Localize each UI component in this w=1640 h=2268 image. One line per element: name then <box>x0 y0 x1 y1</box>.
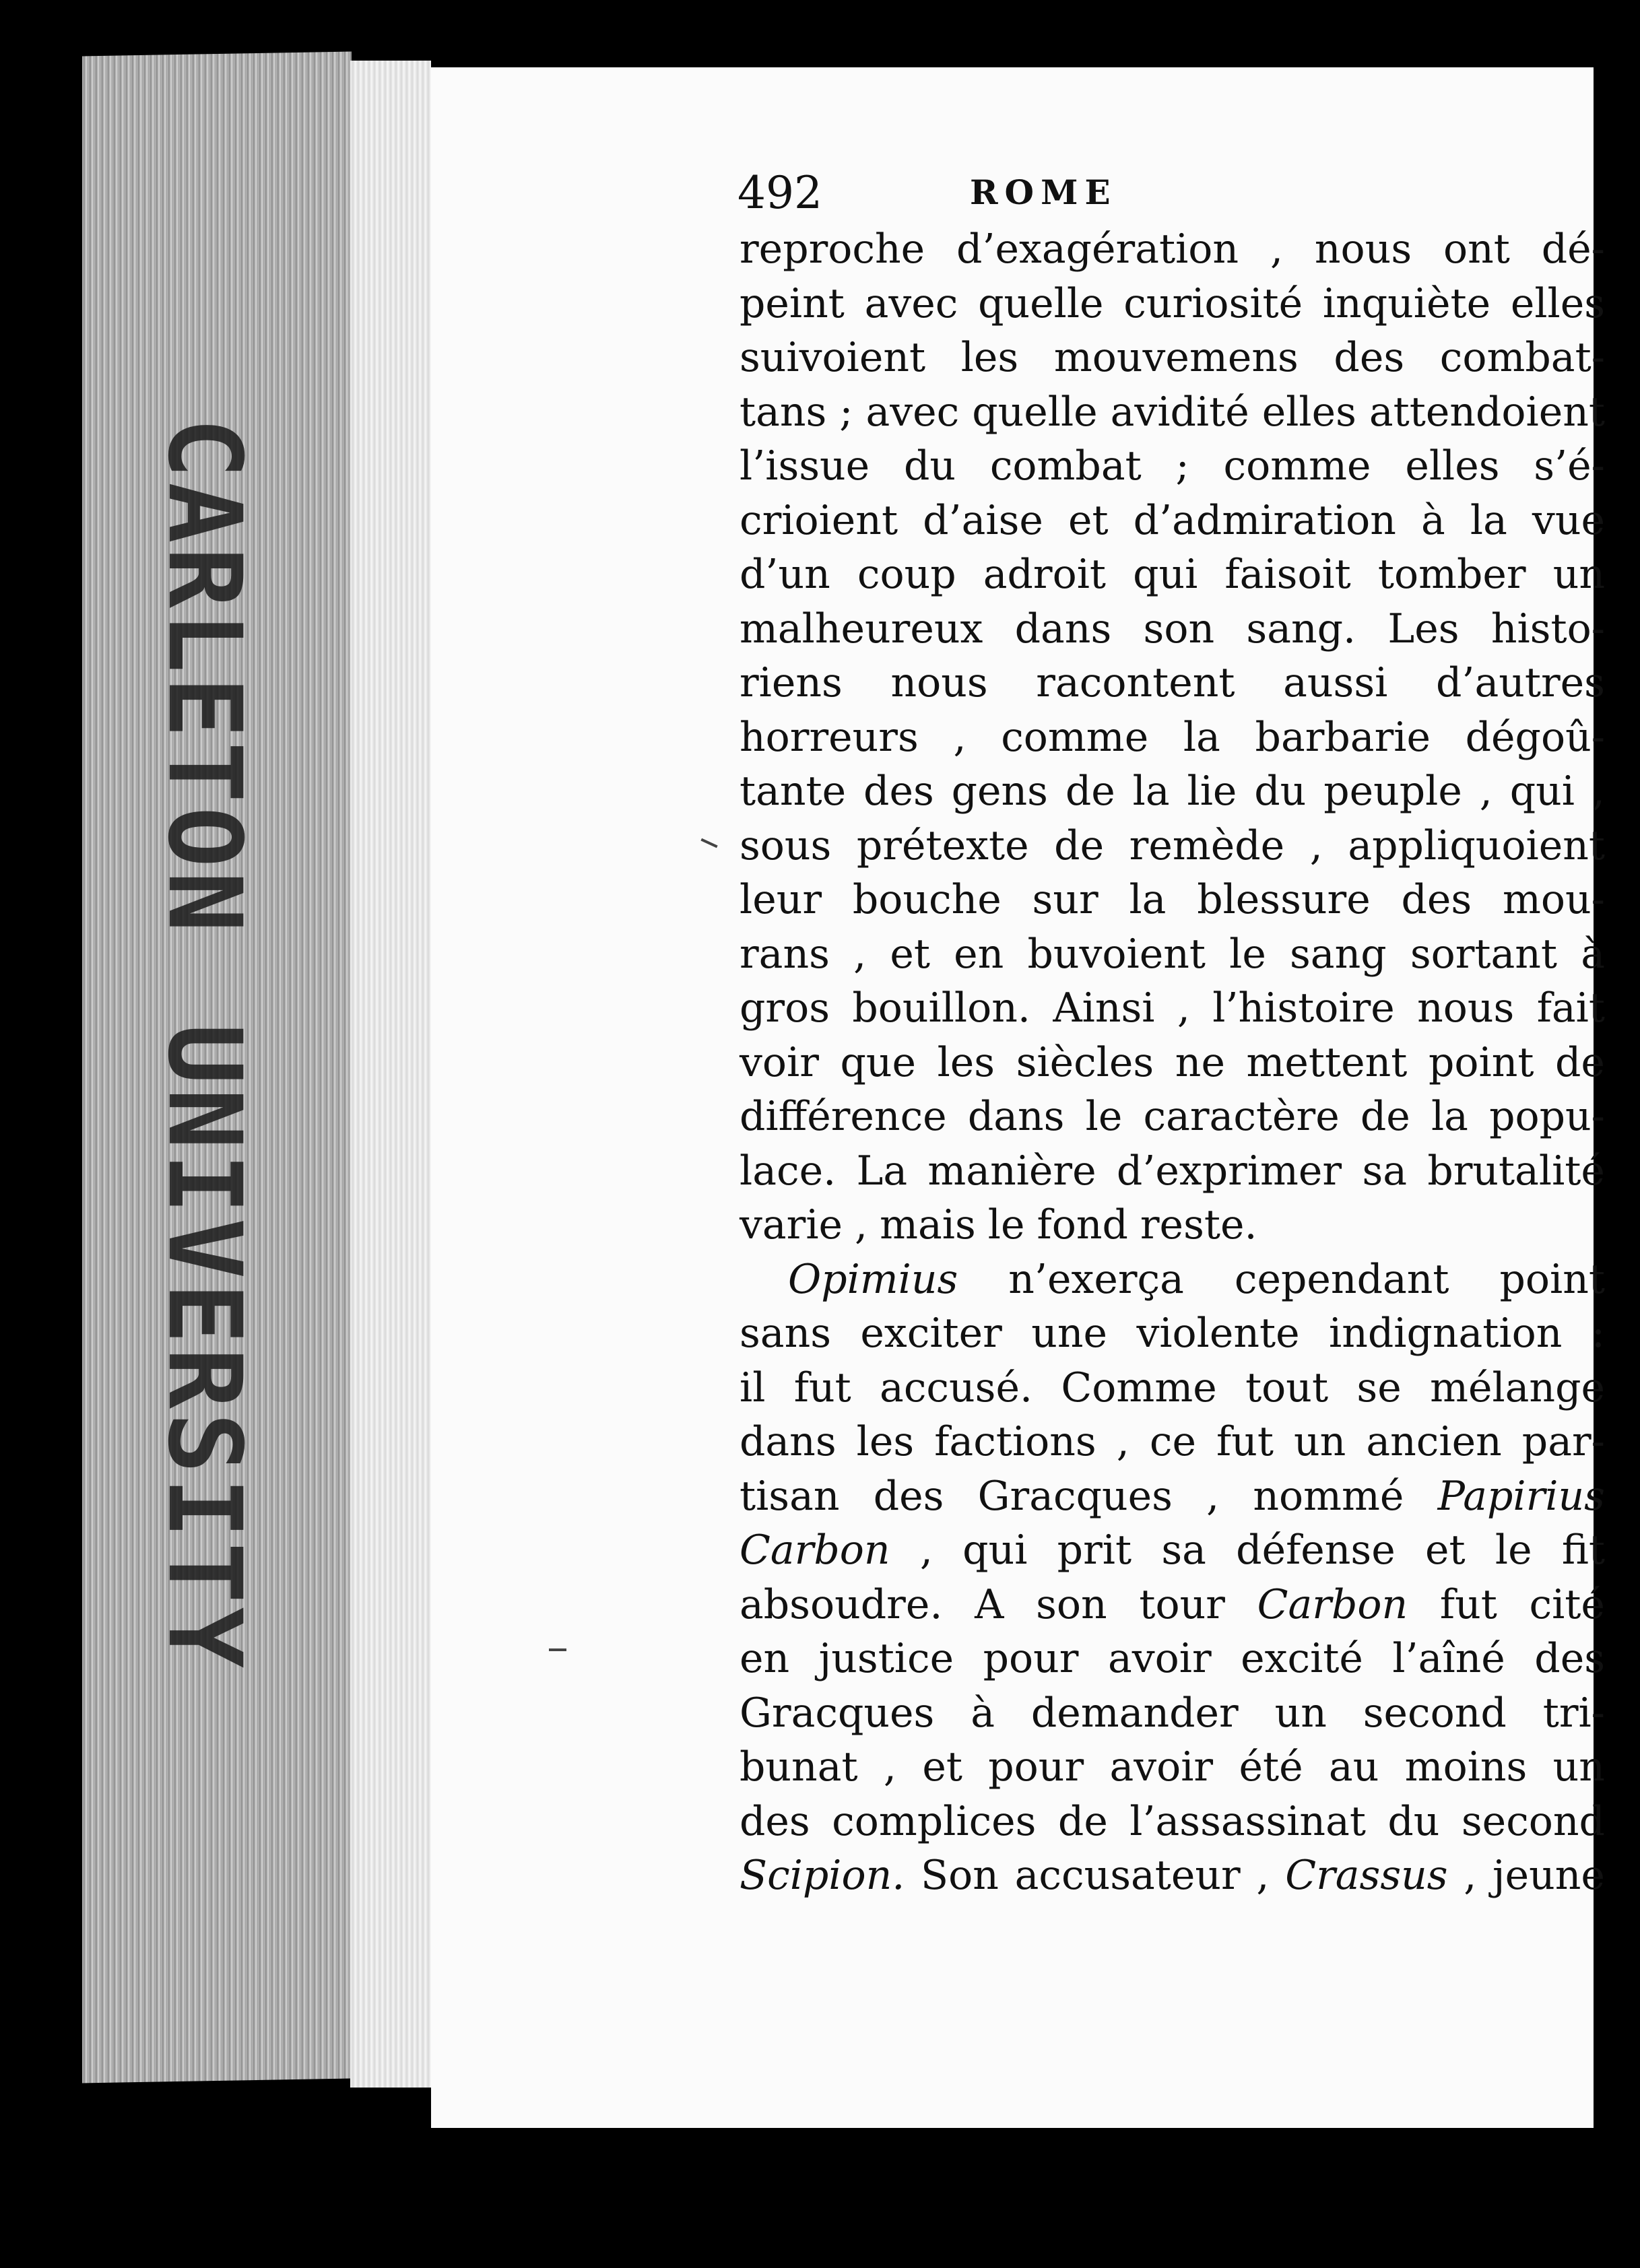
text-line <box>740 1740 1605 1795</box>
text-line <box>740 439 1605 494</box>
word: manière <box>927 1147 1096 1195</box>
word: , <box>1479 768 1493 815</box>
word: ancien <box>1366 1418 1502 1465</box>
word: de <box>1555 1038 1605 1086</box>
word: les <box>856 1418 915 1465</box>
word: à <box>971 1689 995 1737</box>
word: tour <box>1139 1580 1225 1628</box>
word: , <box>1309 822 1323 869</box>
word: son <box>1036 1580 1107 1628</box>
word: des <box>1334 334 1405 381</box>
word: et <box>1425 1527 1466 1574</box>
body-text <box>740 222 1605 1903</box>
word: les <box>960 334 1019 381</box>
word: ; <box>839 388 853 436</box>
word: fit <box>1561 1527 1605 1574</box>
word: avec <box>865 388 960 436</box>
word: le <box>1085 1093 1123 1140</box>
word: cité <box>1529 1580 1605 1628</box>
text-line <box>740 1144 1605 1199</box>
word: barbarie <box>1255 713 1431 761</box>
word: sur <box>1032 876 1098 923</box>
word: tans <box>740 388 827 436</box>
word: dé- <box>1541 226 1605 273</box>
word: ce <box>1149 1418 1196 1465</box>
word: combat- <box>1439 334 1605 381</box>
word: qui <box>1133 551 1198 598</box>
word: moins <box>1404 1743 1528 1791</box>
word: d’exagération <box>956 226 1239 273</box>
word: siècles <box>1016 1038 1154 1086</box>
word: fut <box>1216 1418 1274 1465</box>
word: Gracques <box>977 1472 1173 1520</box>
word: l’aîné <box>1392 1635 1505 1682</box>
word: du <box>1254 768 1307 815</box>
word: du <box>903 442 956 490</box>
word: suivoient <box>740 334 926 381</box>
word: il <box>740 1364 766 1411</box>
word: d’autres <box>1435 659 1605 706</box>
word: second <box>1363 1689 1507 1737</box>
word: avoir <box>1109 1743 1214 1791</box>
word: que <box>840 1038 917 1086</box>
word: elles <box>1261 388 1356 436</box>
word: mouvemens <box>1053 334 1299 381</box>
word: appliquoient <box>1348 822 1605 869</box>
word: bouillon. <box>852 985 1030 1032</box>
word: , <box>1206 1472 1220 1520</box>
word: comme <box>1223 442 1371 490</box>
word: indignation <box>1329 1310 1563 1357</box>
word: différence <box>740 1093 947 1140</box>
word: la <box>1129 876 1167 923</box>
word: ne <box>1175 1038 1225 1086</box>
word: rans <box>740 930 830 978</box>
word: gros <box>740 985 830 1032</box>
word: le <box>1229 930 1266 978</box>
word: la <box>1132 768 1170 815</box>
word: accusateur <box>1014 1852 1241 1899</box>
text-line <box>740 1632 1605 1686</box>
word: second <box>1461 1797 1605 1845</box>
word: , <box>1270 226 1284 273</box>
word: sa <box>1362 1147 1407 1195</box>
word: qui <box>962 1527 1028 1574</box>
word: riens <box>740 659 843 706</box>
text-line <box>740 1036 1605 1090</box>
word: voir <box>740 1038 819 1086</box>
word: dans <box>967 1093 1065 1140</box>
word: jeune <box>1493 1852 1605 1899</box>
word: d’aise <box>923 496 1043 544</box>
word: tri- <box>1542 1689 1605 1737</box>
library-stamp <box>135 418 283 1764</box>
word: , <box>853 930 867 978</box>
text-line <box>740 1306 1605 1361</box>
page-number: 492 <box>737 167 822 219</box>
word: et <box>1068 496 1109 544</box>
word: de <box>1054 822 1105 869</box>
word: elles <box>1510 279 1605 327</box>
word: et <box>890 930 930 978</box>
word: complices <box>832 1797 1037 1845</box>
word: Ainsi <box>1053 985 1155 1032</box>
text-line <box>740 1686 1605 1741</box>
word: un <box>1552 551 1605 598</box>
word: absoudre. <box>740 1580 943 1628</box>
word: des <box>873 1472 944 1520</box>
italic-word: Carbon <box>1257 1580 1408 1628</box>
word: attendoient <box>1369 388 1605 436</box>
page-header <box>737 167 1640 221</box>
word: la <box>1431 1093 1468 1140</box>
word: la <box>1183 713 1220 761</box>
word: les <box>937 1038 995 1086</box>
word: nous <box>1314 226 1412 273</box>
word: crioient <box>740 496 898 544</box>
word: prétexte <box>856 822 1029 869</box>
word: mais <box>880 1201 976 1248</box>
word: sa <box>1161 1527 1206 1574</box>
word: point <box>1428 1038 1534 1086</box>
word: défense <box>1236 1527 1396 1574</box>
word: justice <box>818 1635 954 1682</box>
word: faisoit <box>1224 551 1351 598</box>
word: l’assassinat <box>1129 1797 1366 1845</box>
text-line <box>740 873 1605 927</box>
word: tisan <box>740 1472 840 1520</box>
word: horreurs <box>740 713 919 761</box>
word: ; <box>1175 442 1189 490</box>
italic-word: Carbon <box>740 1527 890 1574</box>
word: des <box>740 1797 810 1845</box>
text-line <box>740 656 1605 710</box>
word: sang <box>1290 930 1387 978</box>
text-line <box>740 1253 1605 1307</box>
word: de <box>1360 1093 1410 1140</box>
text-line <box>740 331 1605 385</box>
text-line <box>740 602 1605 657</box>
word: la <box>1470 496 1507 544</box>
stray-mark <box>549 1648 566 1651</box>
word: , <box>953 713 966 761</box>
word: buvoient <box>1027 930 1206 978</box>
word: fut <box>793 1364 851 1411</box>
text-line <box>740 927 1605 982</box>
word: d’un <box>740 551 830 598</box>
word: lace. <box>740 1147 837 1195</box>
word: en <box>740 1635 790 1682</box>
text-line <box>740 1469 1605 1524</box>
word: bunat <box>740 1743 858 1791</box>
word: histo- <box>1490 605 1605 653</box>
word: le <box>987 1201 1025 1248</box>
word: dans <box>1014 605 1112 653</box>
word: , <box>1592 768 1605 815</box>
word: en <box>954 930 1004 978</box>
italic-word: Opimius <box>788 1255 958 1303</box>
word: Les <box>1387 605 1459 653</box>
text-line <box>740 1361 1605 1415</box>
word: , <box>1464 1852 1477 1899</box>
text-line <box>740 1415 1605 1469</box>
word: des <box>863 768 934 815</box>
word: mou- <box>1503 876 1605 923</box>
word: peint <box>740 279 845 327</box>
word: lie <box>1187 768 1237 815</box>
word: par- <box>1521 1418 1605 1465</box>
word: curiosité <box>1123 279 1303 327</box>
word: fait <box>1536 985 1605 1032</box>
word: nous <box>1417 985 1515 1032</box>
text-line <box>740 710 1605 765</box>
text-line <box>740 222 1605 277</box>
word: d’exprimer <box>1116 1147 1342 1195</box>
word: sortant <box>1410 930 1558 978</box>
word: , <box>1177 985 1190 1032</box>
word: , <box>919 1527 933 1574</box>
word: inquiète <box>1322 279 1491 327</box>
word: blessure <box>1197 876 1371 923</box>
word: avidité <box>1110 388 1249 436</box>
word: aussi <box>1283 659 1388 706</box>
word: elles <box>1405 442 1500 490</box>
word: excité <box>1241 1635 1363 1682</box>
text-line <box>740 277 1605 331</box>
word: La <box>856 1147 908 1195</box>
word: tomber <box>1377 551 1526 598</box>
word: son <box>1143 605 1215 653</box>
word: qui <box>1509 768 1575 815</box>
word: sans <box>740 1310 831 1357</box>
word: s’é- <box>1534 442 1605 490</box>
italic-word: Scipion. <box>740 1852 905 1899</box>
word: gens <box>951 768 1048 815</box>
word: , <box>1116 1418 1129 1465</box>
word: accusé. <box>880 1364 1033 1411</box>
word: sous <box>740 822 832 869</box>
stamp-word-carleton: CARLETON <box>145 418 263 937</box>
word: Comme <box>1061 1364 1217 1411</box>
text-line <box>740 385 1605 440</box>
text-line <box>740 819 1605 873</box>
word: combat <box>989 442 1142 490</box>
word: et <box>922 1743 962 1791</box>
word: reproche <box>740 226 925 273</box>
word: avec <box>864 279 958 327</box>
word: prit <box>1057 1527 1132 1574</box>
word: quelle <box>972 388 1098 436</box>
word: varie <box>740 1201 843 1248</box>
word: nous <box>890 659 988 706</box>
word: à <box>1581 930 1605 978</box>
italic-word: Papirius <box>1437 1472 1605 1520</box>
word: avoir <box>1107 1635 1212 1682</box>
word: remède <box>1129 822 1285 869</box>
word: d’admiration <box>1133 496 1396 544</box>
word: brutalité <box>1427 1147 1605 1195</box>
word: dans <box>740 1418 837 1465</box>
word: malheureux <box>740 605 983 653</box>
word: cependant <box>1234 1255 1449 1303</box>
word: un <box>1274 1689 1327 1737</box>
word: point <box>1499 1255 1605 1303</box>
word: fond <box>1037 1201 1128 1248</box>
word: de <box>1057 1797 1108 1845</box>
word: mélange <box>1430 1364 1605 1411</box>
word: caractère <box>1143 1093 1340 1140</box>
word: au <box>1328 1743 1379 1791</box>
word: nommé <box>1253 1472 1404 1520</box>
text-line <box>740 1578 1605 1632</box>
word: à <box>1421 496 1445 544</box>
word: pour <box>983 1635 1079 1682</box>
word: reste. <box>1140 1201 1257 1248</box>
italic-word: Crassus <box>1285 1852 1448 1899</box>
word: adroit <box>983 551 1106 598</box>
word: un <box>1294 1418 1346 1465</box>
text-line <box>740 1795 1605 1849</box>
word: ont <box>1443 226 1510 273</box>
word: A <box>975 1580 1004 1628</box>
word: Son <box>921 1852 999 1899</box>
word: tout <box>1245 1364 1329 1411</box>
word: du <box>1387 1797 1440 1845</box>
word: l’issue <box>740 442 870 490</box>
book-page-edge-light <box>350 61 431 2088</box>
word: se <box>1356 1364 1402 1411</box>
word: leur <box>740 876 822 923</box>
word: pour <box>988 1743 1084 1791</box>
word: vue <box>1532 496 1605 544</box>
word: , <box>855 1201 868 1248</box>
word: exciter <box>860 1310 1002 1357</box>
word: quelle <box>978 279 1104 327</box>
text-line <box>740 494 1605 548</box>
text-line <box>740 1848 1605 1903</box>
word: coup <box>857 551 956 598</box>
word: popu- <box>1489 1093 1605 1140</box>
word: de <box>1065 768 1115 815</box>
word: racontent <box>1036 659 1235 706</box>
text-line <box>740 981 1605 1036</box>
word: le <box>1495 1527 1532 1574</box>
word: été <box>1239 1743 1303 1791</box>
word: fut <box>1439 1580 1497 1628</box>
word: tante <box>740 768 847 815</box>
word: bouche <box>852 876 1002 923</box>
word: comme <box>1001 713 1149 761</box>
text-line <box>740 1523 1605 1578</box>
word: n’exerça <box>1008 1255 1184 1303</box>
word: des <box>1534 1635 1605 1682</box>
word: dégoû- <box>1465 713 1605 761</box>
word: peuple <box>1323 768 1462 815</box>
word: demander <box>1030 1689 1239 1737</box>
text-line <box>740 764 1605 819</box>
word: factions <box>934 1418 1096 1465</box>
running-title: ROME <box>970 172 1117 212</box>
word: l’histoire <box>1212 985 1395 1032</box>
word: sang. <box>1246 605 1356 653</box>
word: mettent <box>1246 1038 1408 1086</box>
text-line <box>740 1198 1605 1253</box>
word: un <box>1552 1743 1605 1791</box>
word: violente <box>1136 1310 1300 1357</box>
text-line <box>740 1090 1605 1144</box>
word: , <box>883 1743 896 1791</box>
word: : <box>1591 1310 1605 1357</box>
word: une <box>1031 1310 1108 1357</box>
word: Gracques <box>740 1689 935 1737</box>
stamp-word-university: UNIVERSITY <box>145 1024 263 1673</box>
word: des <box>1401 876 1472 923</box>
stray-mark <box>700 838 717 848</box>
word: , <box>1256 1852 1270 1899</box>
text-line <box>740 547 1605 602</box>
